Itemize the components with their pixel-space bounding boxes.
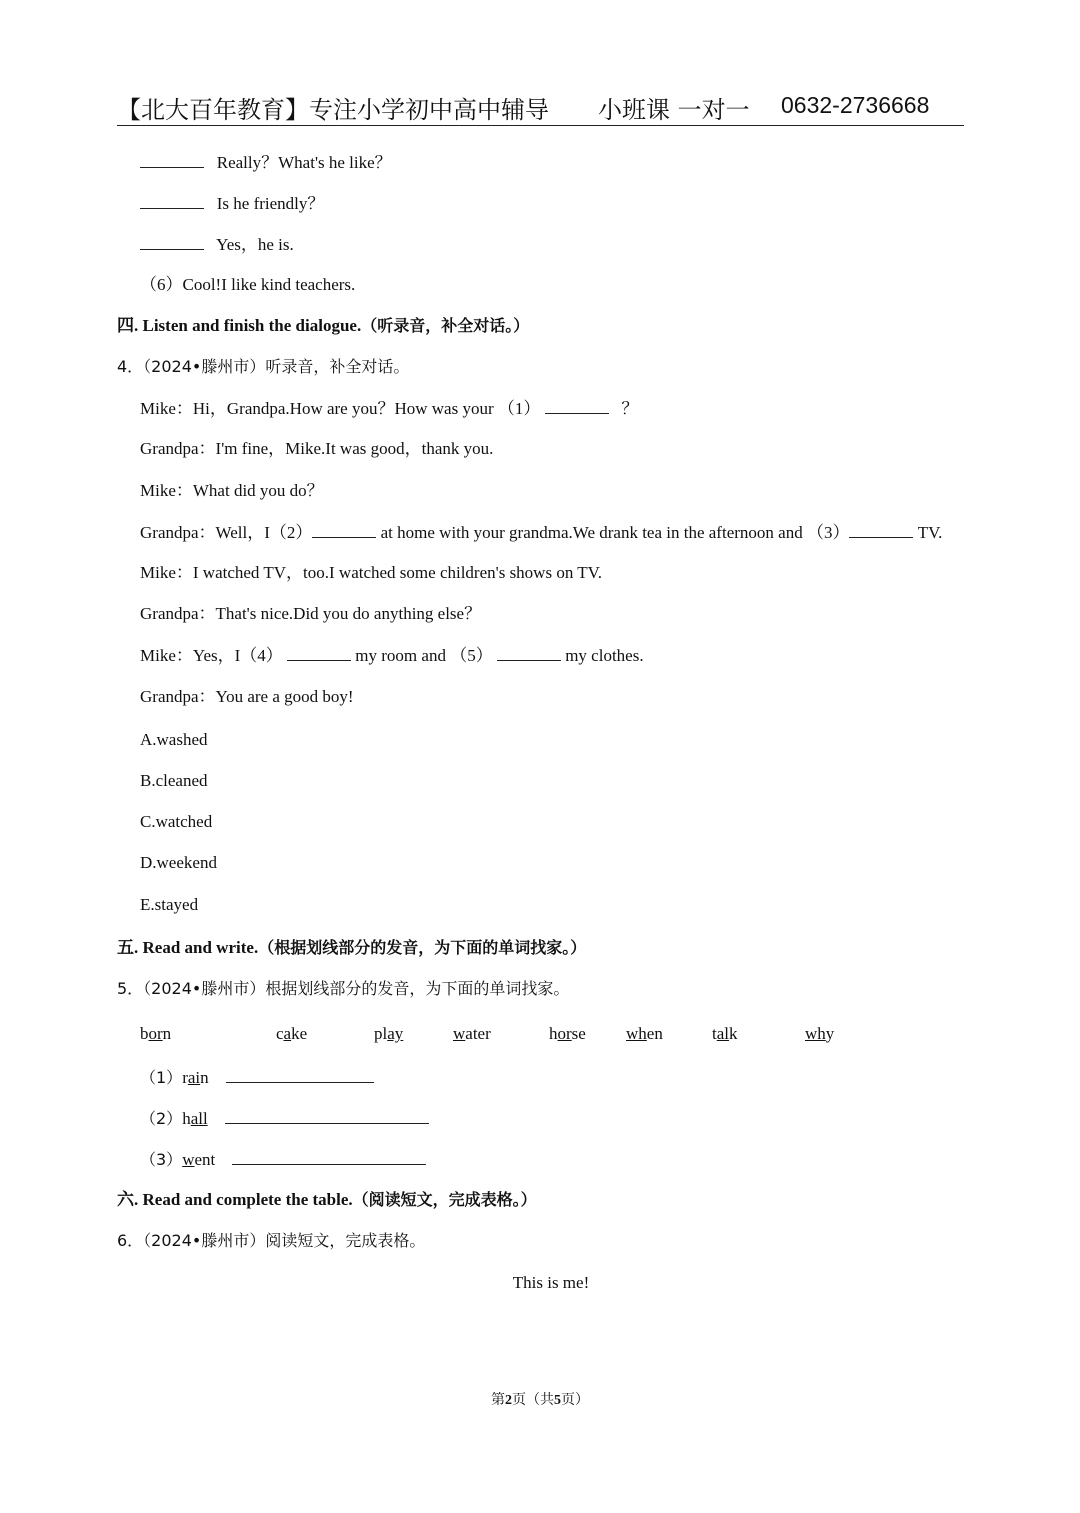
- dialogue-line: Really？What's he like？: [140, 151, 392, 174]
- option-item: D.weekend: [140, 853, 217, 872]
- dialogue-line: Mike：Hi，Grandpa.How are you？How was your （1） ？: [140, 399, 639, 418]
- answer-blank[interactable]: [312, 521, 376, 538]
- sound-word: talk: [712, 1024, 738, 1043]
- option-item: C.watched: [140, 812, 213, 831]
- question-stem: 6．（2024•滕州市）阅读短文，完成表格。: [117, 1231, 426, 1250]
- brand-text: 【北大百年教育】专注小学初中高中辅导: [117, 96, 549, 124]
- dialogue-line: Grandpa：That's nice.Did you do anything else？: [140, 604, 482, 623]
- answer-blank[interactable]: [140, 233, 204, 250]
- answer-blank[interactable]: [545, 397, 609, 414]
- dialogue-line: Is he friendly？: [140, 192, 324, 215]
- answer-blank[interactable]: [140, 151, 204, 168]
- page-footer: 第2页（共5页）: [491, 1392, 589, 1408]
- sound-item: （2）hall: [140, 1107, 429, 1130]
- dialogue-line: Grandpa：Well，I（2） at home with your grandma.We drank tea in the afternoon and （3） TV.: [140, 523, 943, 542]
- sound-word: when: [626, 1024, 663, 1043]
- section-heading: 五. Read and write.（根据划线部分的发音，为下面的单词找家。）: [117, 938, 587, 957]
- sound-word: water: [453, 1024, 491, 1043]
- sound-word: cake: [276, 1024, 308, 1043]
- answer-blank[interactable]: [140, 192, 204, 209]
- answer-blank[interactable]: [497, 644, 561, 661]
- answer-blank[interactable]: [226, 1066, 374, 1083]
- dialogue-line: Mike：I watched TV，too.I watched some children's shows on TV.: [140, 563, 602, 582]
- dialogue-line: Mike：What did you do？: [140, 481, 324, 500]
- phone-number: 0632-2736668: [781, 92, 930, 118]
- sound-word: play: [374, 1024, 404, 1043]
- dialogue-line: Grandpa：You are a good boy!: [140, 687, 354, 706]
- answer-blank[interactable]: [287, 644, 351, 661]
- class-type-text: 小班课 一对一: [598, 96, 750, 124]
- page-header: [117, 88, 964, 126]
- answer-blank[interactable]: [232, 1148, 426, 1165]
- sound-item: （3）went: [140, 1148, 426, 1171]
- sound-item: （1）rain: [140, 1066, 374, 1089]
- option-item: A.washed: [140, 730, 208, 749]
- option-item: E.stayed: [140, 895, 199, 914]
- dialogue-line: Grandpa：I'm fine，Mike.It was good，thank you.: [140, 439, 494, 458]
- section-heading: 六. Read and complete the table.（阅读短文，完成表格。）: [117, 1190, 537, 1209]
- section-heading: 四. Listen and finish the dialogue.（听录音，补全对话。）: [117, 316, 530, 335]
- question-stem: 5．（2024•滕州市）根据划线部分的发音，为下面的单词找家。: [117, 979, 570, 998]
- dialogue-line: Mike：Yes，I（4） my room and （5） my clothes.: [140, 646, 644, 665]
- dialogue-line: （6）Cool!I like kind teachers.: [140, 275, 356, 294]
- answer-blank[interactable]: [849, 521, 913, 538]
- dialogue-line: Yes，he is.: [140, 233, 294, 256]
- question-stem: 4．（2024•滕州市）听录音，补全对话。: [117, 357, 410, 376]
- passage-title: This is me!: [512, 1273, 590, 1292]
- sound-word: why: [805, 1024, 835, 1043]
- sound-word: born: [140, 1024, 172, 1043]
- answer-blank[interactable]: [225, 1107, 429, 1124]
- sound-word: horse: [549, 1024, 586, 1043]
- option-item: B.cleaned: [140, 771, 208, 790]
